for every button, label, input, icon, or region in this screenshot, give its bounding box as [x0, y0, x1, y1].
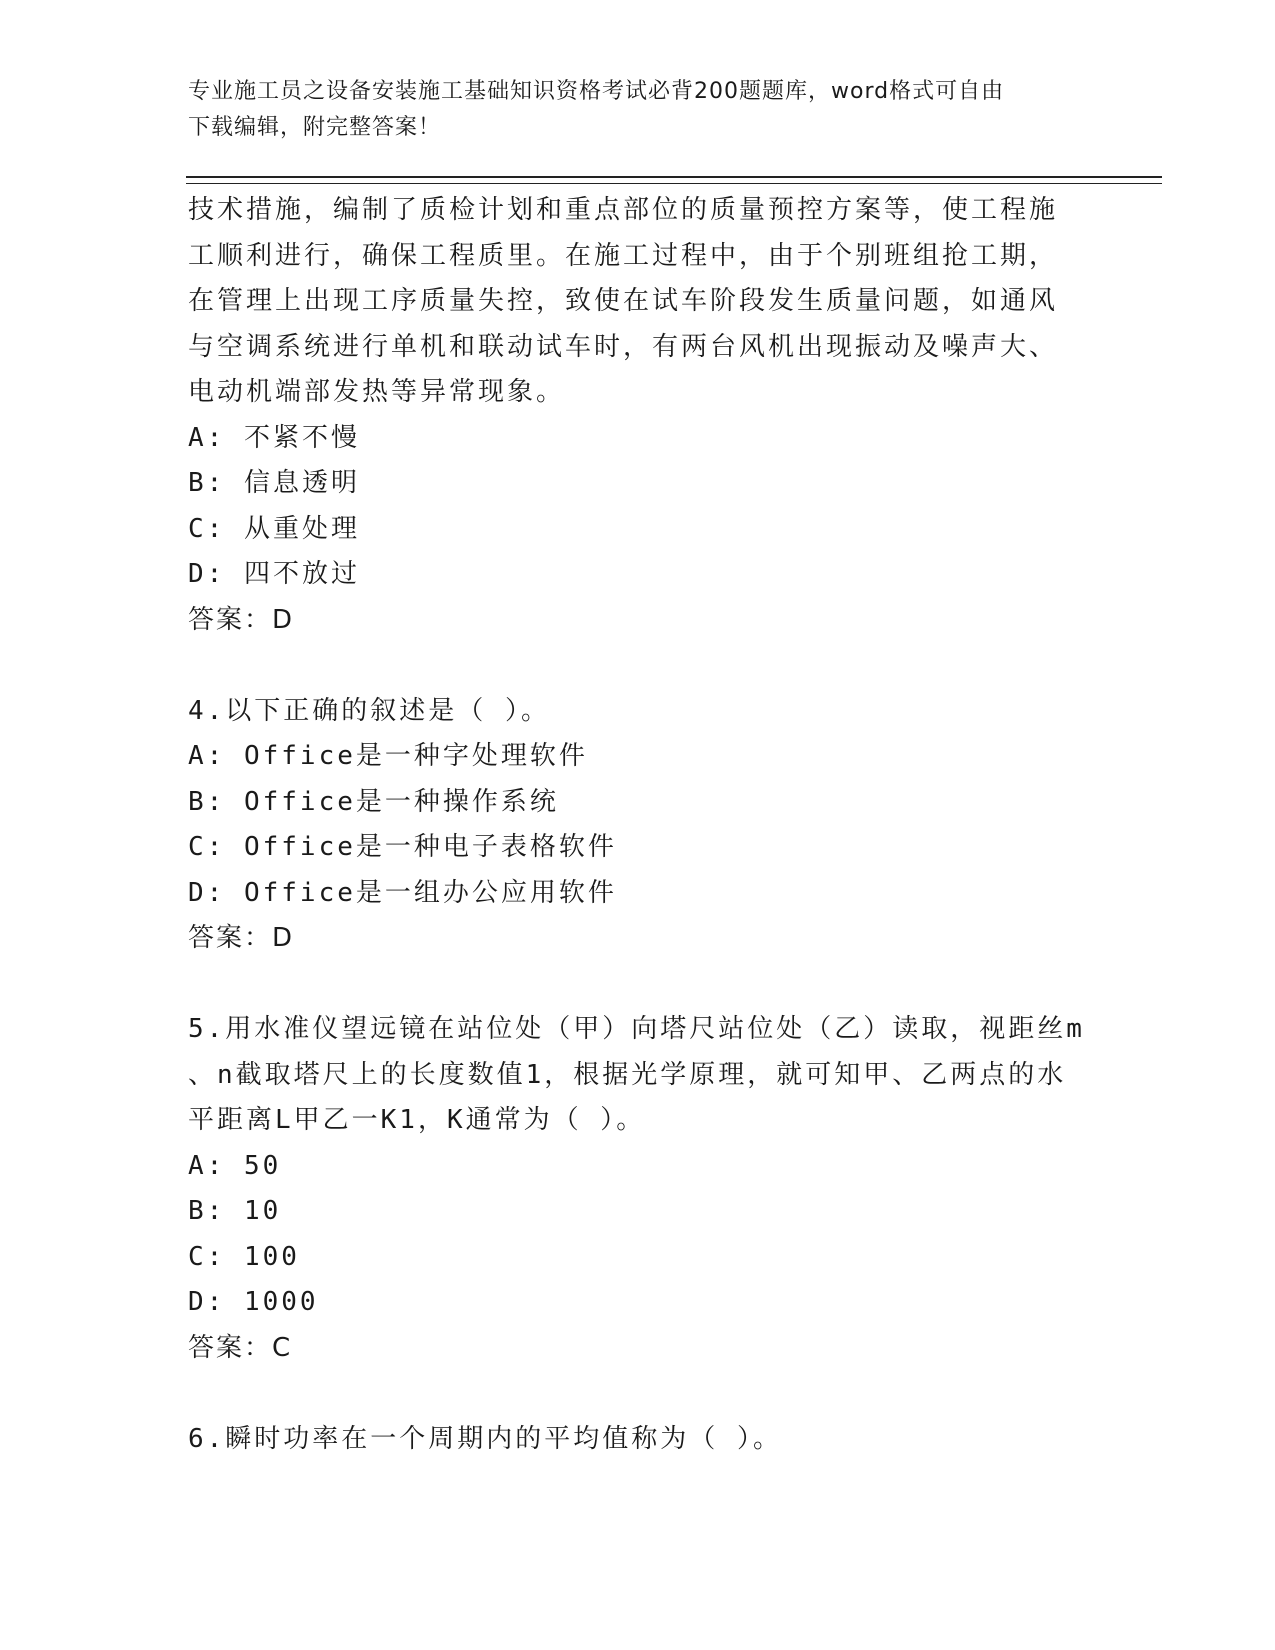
header-divider-thin — [186, 183, 1162, 184]
question-text-line: 5.用水准仪望远镜在站位处（甲）向塔尺站位处（乙）读取，视距丝m — [188, 1014, 1085, 1044]
option-d: D: Office是一组办公应用软件 — [188, 877, 617, 908]
question-text-line: 平距离L甲乙一K1，K通常为（ ）。 — [188, 1105, 646, 1135]
question-text-line: 6.瞬时功率在一个周期内的平均值称为（ ）。 — [188, 1423, 782, 1454]
option-c: C: Office是一种电子表格软件 — [188, 832, 617, 862]
question-text-line: 电动机端部发热等异常现象。 — [188, 377, 566, 407]
option-b: B: 10 — [188, 1196, 282, 1226]
option-d: D: 四不放过 — [188, 559, 360, 589]
spacer — [188, 962, 1148, 1008]
option-c: C: 从重处理 — [188, 513, 360, 544]
option-c: C: 100 — [188, 1241, 300, 1272]
option-a: A: 不紧不慢 — [188, 422, 360, 453]
question-text-line: 在管理上出现工序质量失控，致使在试车阶段发生质量问题，如通风 — [188, 286, 1059, 316]
question-text-line: 4.以下正确的叙述是（ ）。 — [188, 695, 550, 726]
option-d: D: 1000 — [188, 1287, 319, 1317]
answer-line: 答案：D — [188, 923, 295, 953]
question-text-line: 与空调系统进行单机和联动试车时，有两台风机出现振动及噪声大、 — [188, 331, 1059, 362]
option-a: A: Office是一种字处理软件 — [188, 741, 588, 771]
question-5 — [188, 1007, 1148, 1371]
question-list — [188, 188, 1148, 1462]
spacer — [188, 643, 1148, 689]
question-3 — [188, 188, 1148, 643]
option-b: B: Office是一种操作系统 — [188, 786, 559, 817]
option-b: B: 信息透明 — [188, 468, 360, 498]
question-text-line: 技术措施，编制了质检计划和重点部位的质量预控方案等，使工程施 — [188, 195, 1059, 225]
question-4 — [188, 689, 1148, 962]
answer-line: 答案：C — [188, 1332, 293, 1363]
answer-line: 答案：D — [188, 604, 295, 635]
question-6 — [188, 1417, 1148, 1463]
question-text-line: 、n截取塔尺上的长度数值1，根据光学原理，就可知甲、乙两点的水 — [188, 1059, 1067, 1090]
question-text-line: 工顺利进行，确保工程质里。在施工过程中，由于个别班组抢工期， — [188, 240, 1059, 271]
document-header — [188, 74, 1088, 146]
header-title-line-2: 下载编辑，附完整答案！ — [188, 115, 442, 140]
header-divider-thick — [186, 176, 1162, 178]
option-a: A: 50 — [188, 1150, 282, 1181]
spacer — [188, 1371, 1148, 1417]
header-title-line-1: 专业施工员之设备安装施工基础知识资格考试必背200题题库，word格式可自由 — [188, 79, 1005, 104]
